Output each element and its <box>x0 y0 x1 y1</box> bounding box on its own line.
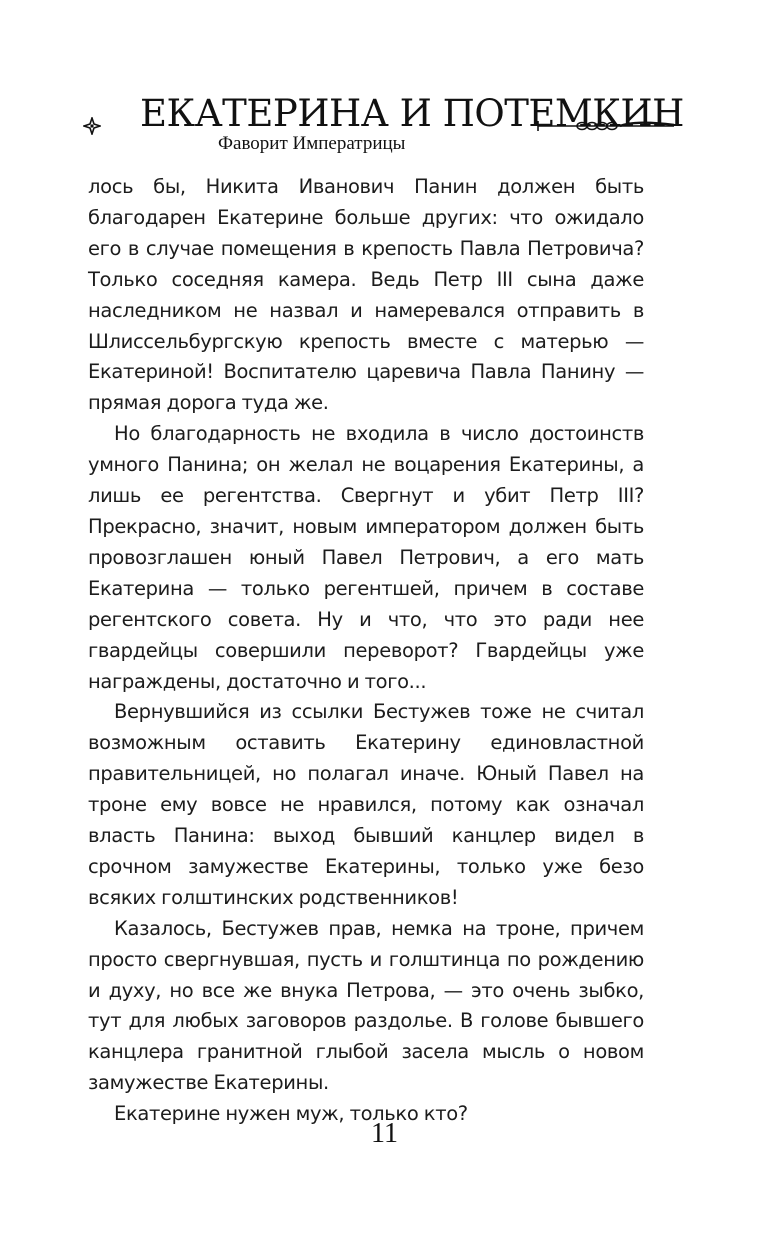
book-title: ЕКАТЕРИНА И ПОТЕМКИН <box>140 92 684 135</box>
flourish-ornament-icon <box>536 118 676 134</box>
diamond-ornament-icon <box>83 117 101 135</box>
paragraph: Но благодарность не входила в число достоинств умного Панина; он желал не воцарения Екатерины, а лишь ее регентства. Свергнут и убит Петр III? Прекрасно, значит, новым императором должен быть провозглашен юный Павел Петрович, а его мать Екатерина — только регентшей, причем в составе регентского совета. Ну и что, что это ради нее гвардейцы совершили переворот? Гвардейцы уже награждены, достаточно и того... <box>88 422 644 693</box>
paragraph: Вернувшийся из ссылки Бестужев тоже не считал возможным оставить Екатерину единовластной правительницей, но полагал иначе. Юный Павел на троне ему вовсе не нравился, потому как означал власть Панина: выход бывший канцлер видел в срочном замужестве Екатерины, только уже безо всяких голштинских родственников! <box>88 700 644 909</box>
body-text <box>88 172 644 1130</box>
running-header <box>0 88 769 158</box>
paragraph: Казалось, Бестужев прав, немка на троне, причем просто свергнувшая, пусть и голштинца по рождению и духу, но все же внука Петрова, — это очень зыбко, тут для любых заговоров раздолье. В голове бывшего канцлера гранитной глыбой засела мысль о новом замужестве Екатерины. <box>88 916 644 1095</box>
page-number: 11 <box>371 1118 398 1149</box>
book-subtitle: Фаворит Императрицы <box>218 133 406 154</box>
paragraph: Екатерине нужен муж, только кто? <box>114 1102 468 1126</box>
paragraph: лось бы, Никита Иванович Панин должен быть благодарен Екатерине больше других: что ожидало его в случае помещения в крепость Павла Петровича? Только соседняя камера. Ведь Петр III сына даже наследником не назвал и намеревался отправить в Шлиссельбургскую крепость вместе с матерью — Екатериной! Воспитателю царевича Павла Панину — прямая дорога туда же. <box>88 175 644 415</box>
